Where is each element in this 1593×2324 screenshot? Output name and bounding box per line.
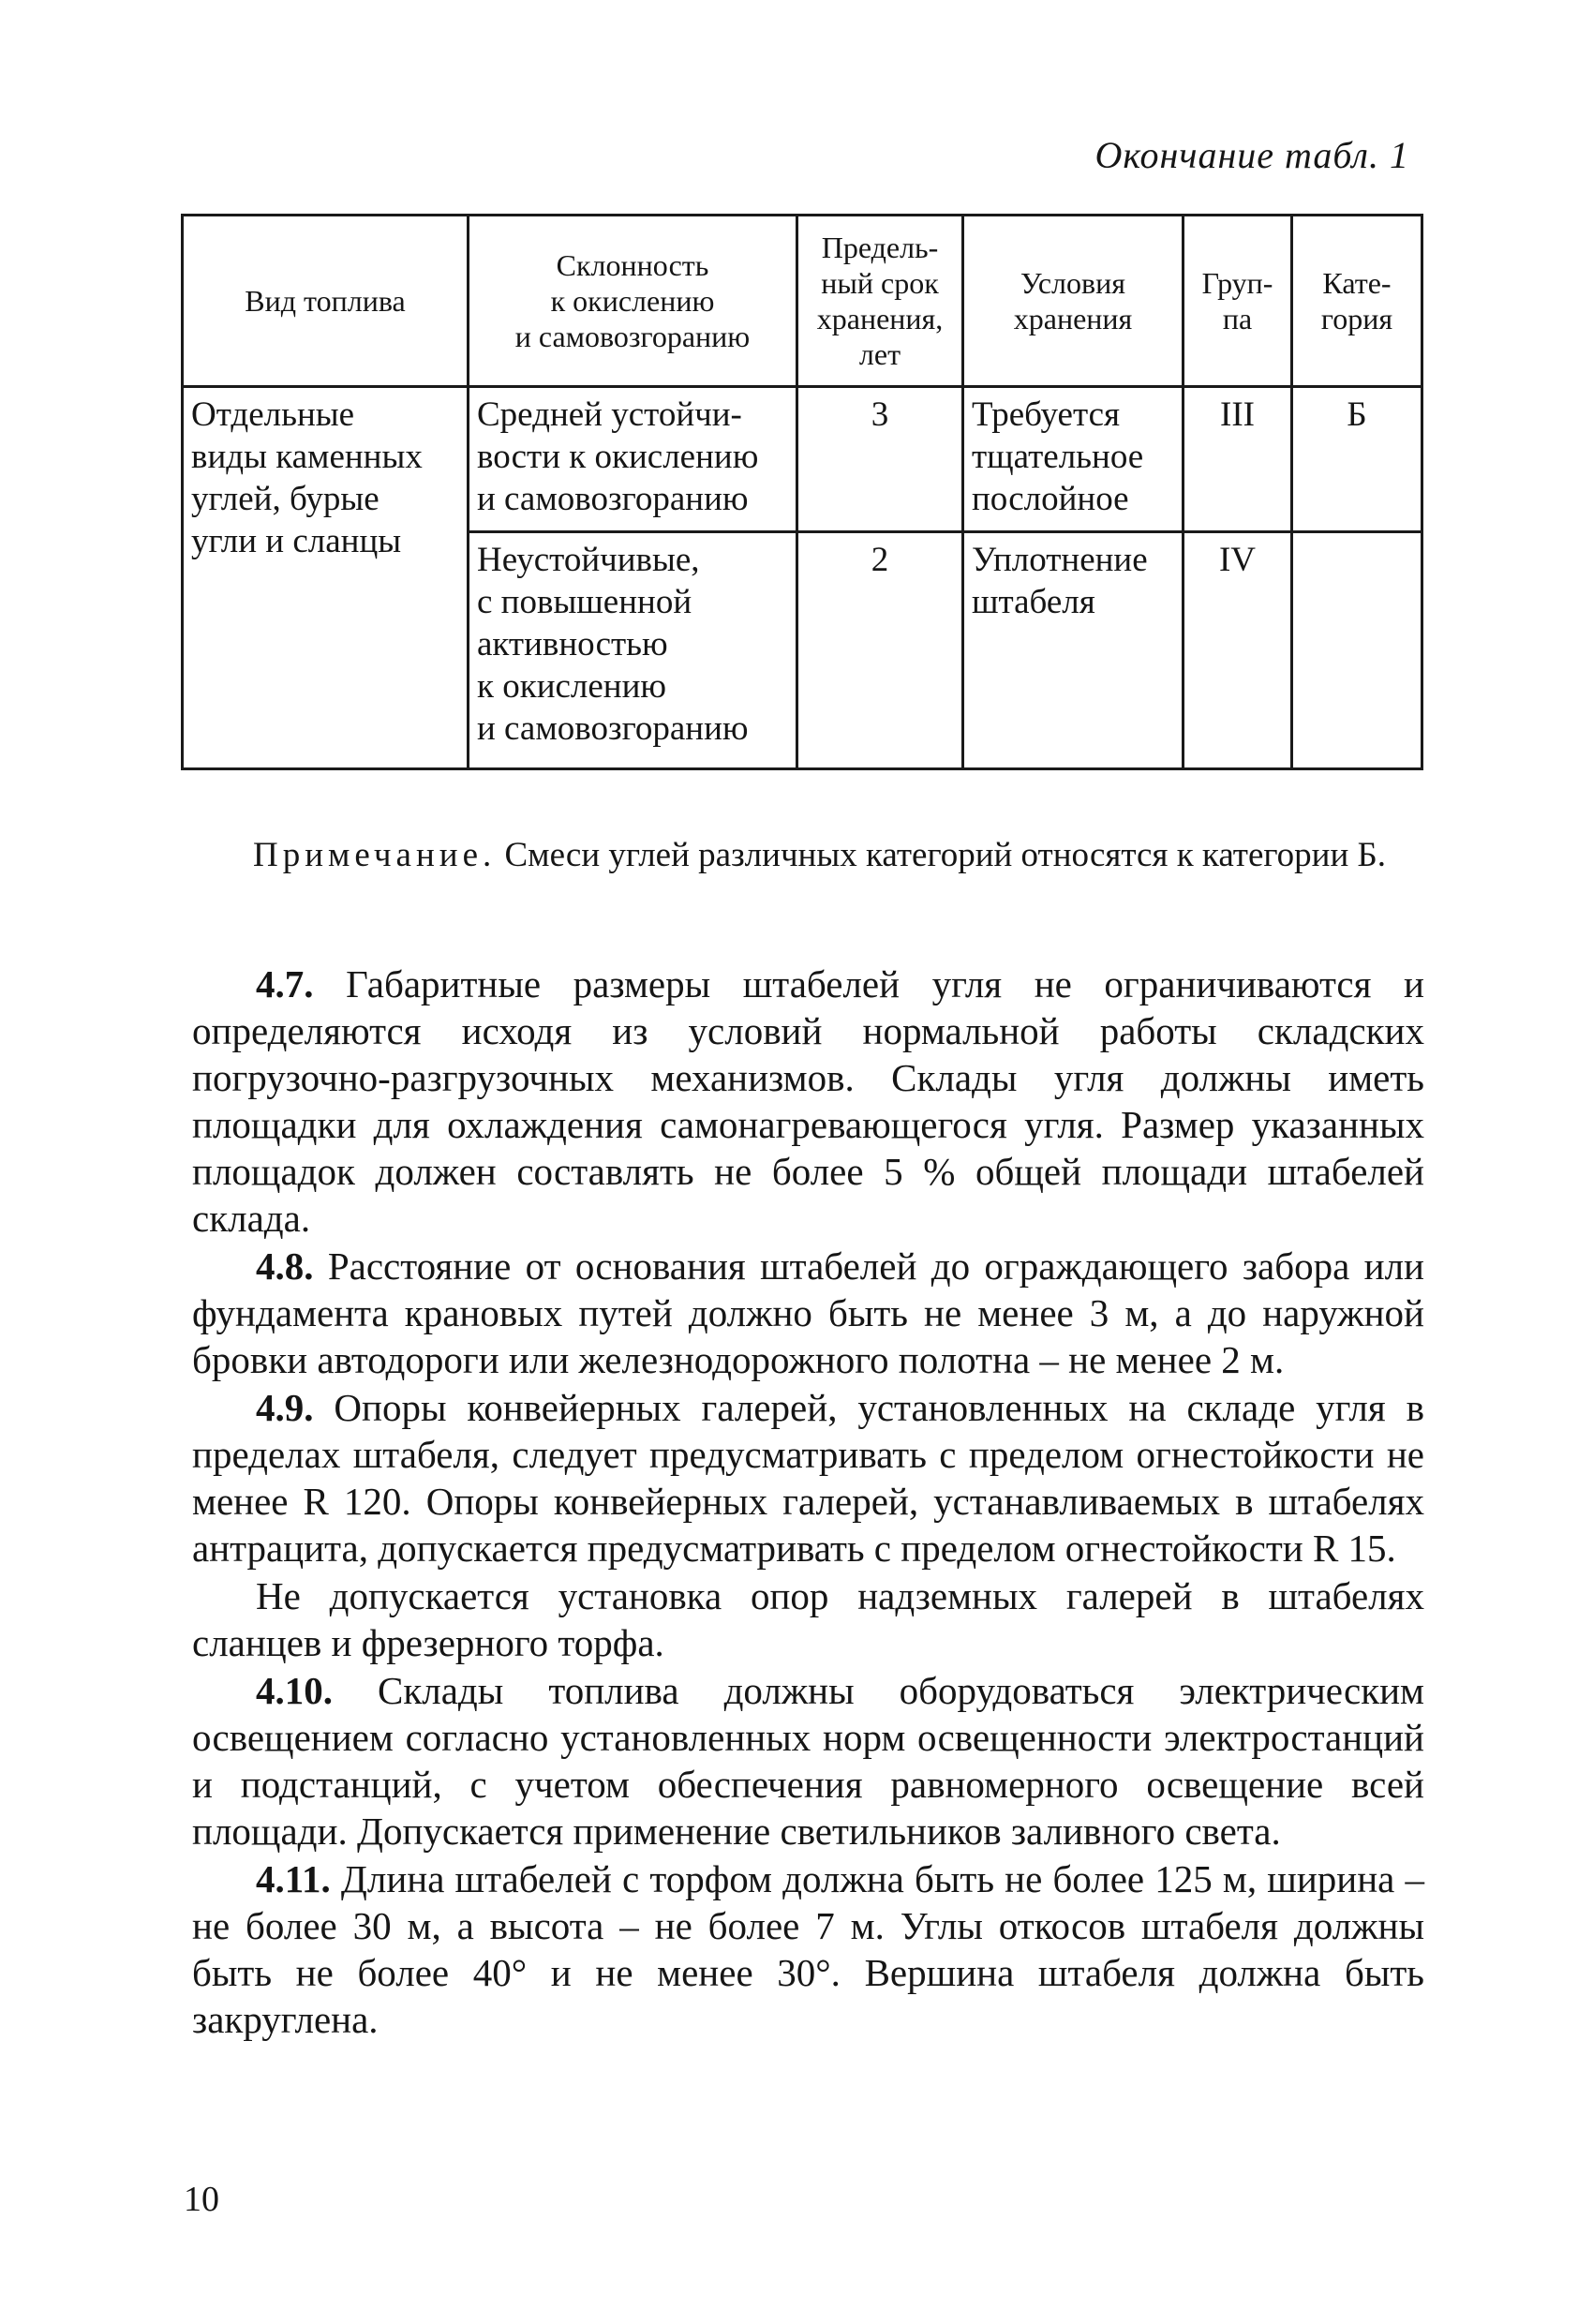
category-cell: Б — [1292, 387, 1422, 532]
category-cell — [1292, 532, 1422, 769]
paragraph-4-9 — [192, 1384, 1424, 1572]
group-cell: IV — [1184, 532, 1292, 769]
paragraph-4-10 — [192, 1667, 1424, 1855]
table-note — [253, 832, 1424, 879]
body-text — [192, 961, 1424, 2043]
clause-number: 4.11. — [256, 1857, 331, 1900]
paragraph-4-9-continued — [192, 1572, 1424, 1666]
table-caption: Окончание табл. 1 — [1094, 134, 1409, 176]
paragraph-text: Длина штабелей с торфом должна быть не более 125 м, ширина – не более 30 м, а высота – не более 7 м. Углы откосов штабеля должны быть не более 40° и не менее 30°. Вершина штабеля должна быть закруглена. — [192, 1857, 1424, 2041]
header-fuel-type: Вид топлива — [183, 216, 469, 387]
clause-number: 4.10. — [256, 1669, 333, 1712]
table-row — [183, 387, 1422, 532]
clause-number: 4.7. — [256, 962, 314, 1006]
paragraph-text: Габаритные размеры штабелей угля не ограничиваются и определяются исходя из условий нормальной работы складских погрузочно-разгрузочных механизмов. Склады угля должны иметь площадки для охлаждения самонагревающегося угля. Размер указанных площадок должен составлять не более 5 % общей площади штабелей склада. — [192, 962, 1424, 1240]
paragraph-text: Склады топлива должны оборудоваться электрическим освещением согласно установленных норм освещенности электростанций и подстанций, с учетом обеспечения равномерного освещение всей площади. Допускается применение светильников заливного света. — [192, 1669, 1424, 1853]
tendency-cell: Неустойчивые, с повышенной активностью к окислению и самовозгоранию — [469, 532, 797, 769]
header-storage-conditions: Условия хранения — [963, 216, 1184, 387]
note-lead: Примечание. — [253, 836, 497, 874]
tendency-cell: Средней устойчи- вости к окислению и самовозгоранию — [469, 387, 797, 532]
clause-number: 4.9. — [256, 1386, 314, 1429]
paragraph-4-11 — [192, 1855, 1424, 2043]
paragraph-4-7 — [192, 961, 1424, 1242]
term-cell: 3 — [797, 387, 963, 532]
clause-number: 4.8. — [256, 1244, 314, 1288]
paragraph-text: Опоры конвейерных галерей, установленных на складе угля в пределах штабеля, следует предусматривать с пределом огнестойкости не менее R 120. Опоры конвейерных галерей, устанавливаемых в штабелях антрацита, допускается предусматривать с пределом огнестойкости R 15. — [192, 1386, 1424, 1570]
header-storage-term: Предель- ный срок хранения, лет — [797, 216, 963, 387]
group-cell: III — [1184, 387, 1292, 532]
conditions-cell: Требуется тщательное послойное — [963, 387, 1184, 532]
conditions-cell: Уплотнение штабеля — [963, 532, 1184, 769]
header-category: Кате- гория — [1292, 216, 1422, 387]
note-text: Смеси углей различных категорий относятся к категории Б. — [496, 836, 1387, 874]
paragraph-text: Не допускается установка опор надземных галерей в штабелях сланцев и фрезерного торфа. — [192, 1574, 1424, 1664]
page-number: 10 — [184, 2180, 219, 2219]
paragraph-4-8 — [192, 1243, 1424, 1383]
fuel-type-cell: Отдельные виды каменных углей, бурые угли и сланцы — [183, 387, 469, 769]
header-oxidation-tendency: Склонность к окислению и самовозгоранию — [469, 216, 797, 387]
fuel-storage-table — [181, 214, 1423, 770]
header-group: Груп- па — [1184, 216, 1292, 387]
term-cell: 2 — [797, 532, 963, 769]
paragraph-text: Расстояние от основания штабелей до ограждающего забора или фундамента крановых путей должно быть не менее 3 м, а до наружной бровки автодороги или железнодорожного полотна – не менее 2 м. — [192, 1244, 1424, 1381]
table-header-row — [183, 216, 1422, 387]
